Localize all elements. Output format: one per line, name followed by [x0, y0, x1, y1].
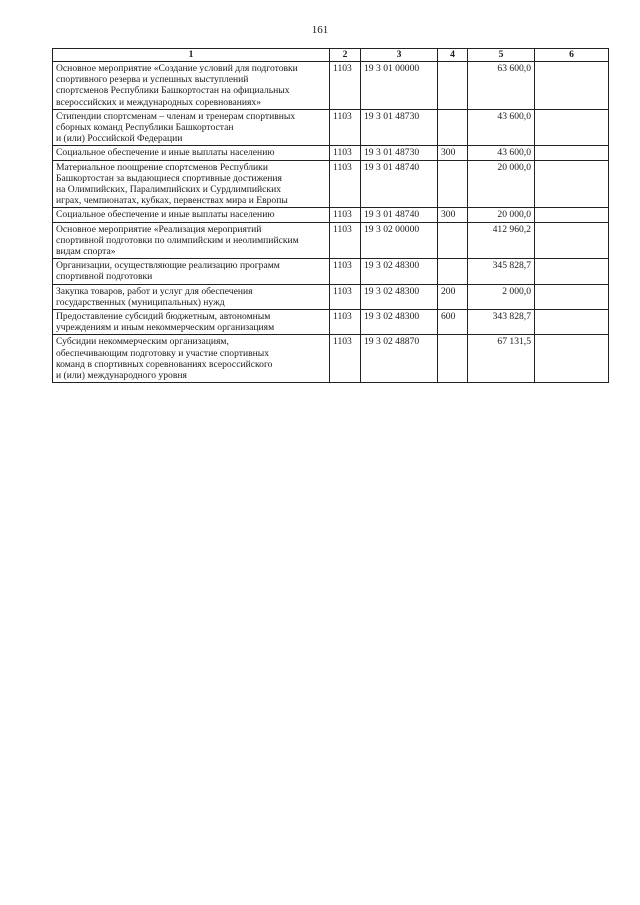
row-target-article-cell: 19 3 01 48730	[361, 146, 438, 160]
row-amount-cell: 412 960,2	[468, 222, 535, 259]
row-expense-type-cell: 600	[438, 310, 468, 335]
row-section-code-cell: 1103	[330, 146, 361, 160]
row-col6-cell	[535, 109, 609, 146]
table-body	[53, 62, 609, 383]
header-col-3: 3	[361, 49, 438, 62]
row-section-code-cell: 1103	[330, 109, 361, 146]
table-row	[53, 222, 609, 259]
row-col6-cell	[535, 335, 609, 383]
header-col-1: 1	[53, 49, 330, 62]
row-target-article-cell: 19 3 02 48300	[361, 259, 438, 284]
header-col-6: 6	[535, 49, 609, 62]
row-name-cell: Основное мероприятие «Реализация мероприятий спортивной подготовки по олимпийским и неолимпийским видам спорта»	[53, 222, 330, 259]
row-expense-type-cell: 200	[438, 284, 468, 309]
page-number: 161	[311, 24, 329, 36]
row-expense-type-cell	[438, 259, 468, 284]
header-col-5: 5	[468, 49, 535, 62]
table-row	[53, 62, 609, 110]
row-target-article-cell: 19 3 02 48870	[361, 335, 438, 383]
header-row	[53, 49, 609, 62]
row-amount-cell: 43 600,0	[468, 146, 535, 160]
table-row	[53, 284, 609, 309]
row-target-article-cell: 19 3 01 48730	[361, 109, 438, 146]
row-section-code-cell: 1103	[330, 335, 361, 383]
row-name-cell: Стипендии спортсменам – членам и тренерам спортивных сборных команд Республики Башкортостан и (или) Российской Федерации	[53, 109, 330, 146]
row-section-code-cell: 1103	[330, 259, 361, 284]
budget-table	[52, 48, 609, 383]
row-col6-cell	[535, 310, 609, 335]
row-col6-cell	[535, 284, 609, 309]
row-name-cell: Предоставление субсидий бюджетным, автономным учреждениям и иным некоммерческим организациям	[53, 310, 330, 335]
row-expense-type-cell: 300	[438, 208, 468, 222]
row-name-cell: Субсидии некоммерческим организациям, обеспечивающим подготовку и участие спортивных команд в спортивных соревнованиях всероссийского и (или) международного уровня	[53, 335, 330, 383]
row-expense-type-cell	[438, 62, 468, 110]
table-row	[53, 146, 609, 160]
row-name-cell: Материальное поощрение спортсменов Республики Башкортостан за выдающиеся спортивные достижения на Олимпийских, Паралимпийских и Сурдлимпийских играх, чемпионатах, кубках, первенствах мира и Европы	[53, 160, 330, 208]
row-col6-cell	[535, 160, 609, 208]
table-header	[53, 49, 609, 62]
row-section-code-cell: 1103	[330, 284, 361, 309]
table-row	[53, 208, 609, 222]
row-amount-cell: 2 000,0	[468, 284, 535, 309]
row-expense-type-cell	[438, 222, 468, 259]
row-section-code-cell: 1103	[330, 222, 361, 259]
table-row	[53, 160, 609, 208]
table-row	[53, 109, 609, 146]
row-name-cell: Социальное обеспечение и иные выплаты населению	[53, 146, 330, 160]
row-expense-type-cell	[438, 109, 468, 146]
row-col6-cell	[535, 222, 609, 259]
row-target-article-cell: 19 3 01 48740	[361, 208, 438, 222]
row-target-article-cell: 19 3 02 00000	[361, 222, 438, 259]
table-row	[53, 259, 609, 284]
row-target-article-cell: 19 3 01 48740	[361, 160, 438, 208]
row-col6-cell	[535, 146, 609, 160]
row-target-article-cell: 19 3 01 00000	[361, 62, 438, 110]
header-col-2: 2	[330, 49, 361, 62]
row-amount-cell: 20 000,0	[468, 160, 535, 208]
row-target-article-cell: 19 3 02 48300	[361, 284, 438, 309]
row-expense-type-cell	[438, 335, 468, 383]
row-expense-type-cell	[438, 160, 468, 208]
row-name-cell: Основное мероприятие «Создание условий для подготовки спортивного резерва и успешных выступлений спортсменов Республики Башкортостан на официальных всероссийских и международных соревнованиях»	[53, 62, 330, 110]
row-section-code-cell: 1103	[330, 310, 361, 335]
table-row	[53, 335, 609, 383]
header-col-4: 4	[438, 49, 468, 62]
row-name-cell: Организации, осуществляющие реализацию программ спортивной подготовки	[53, 259, 330, 284]
row-amount-cell: 43 600,0	[468, 109, 535, 146]
row-target-article-cell: 19 3 02 48300	[361, 310, 438, 335]
row-section-code-cell: 1103	[330, 208, 361, 222]
row-amount-cell: 67 131,5	[468, 335, 535, 383]
row-amount-cell: 20 000,0	[468, 208, 535, 222]
row-name-cell: Закупка товаров, работ и услуг для обеспечения государственных (муниципальных) нужд	[53, 284, 330, 309]
row-col6-cell	[535, 259, 609, 284]
row-section-code-cell: 1103	[330, 160, 361, 208]
row-amount-cell: 345 828,7	[468, 259, 535, 284]
row-amount-cell: 343 828,7	[468, 310, 535, 335]
row-section-code-cell: 1103	[330, 62, 361, 110]
row-col6-cell	[535, 208, 609, 222]
row-col6-cell	[535, 62, 609, 110]
row-amount-cell: 63 600,0	[468, 62, 535, 110]
row-name-cell: Социальное обеспечение и иные выплаты населению	[53, 208, 330, 222]
row-expense-type-cell: 300	[438, 146, 468, 160]
table-row	[53, 310, 609, 335]
